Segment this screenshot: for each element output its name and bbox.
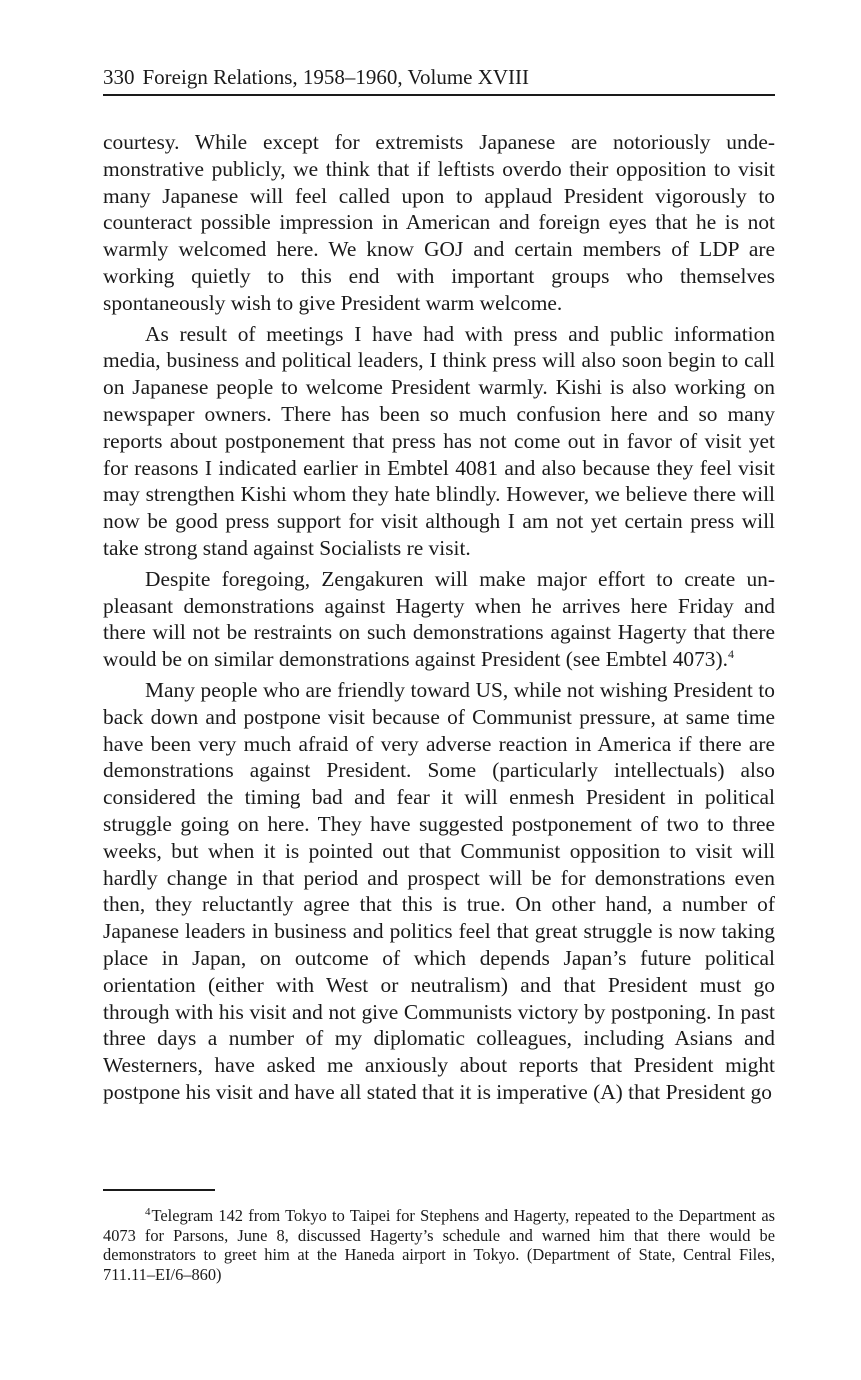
running-title: Foreign Relations, 1958–1960, Volume XVIII — [142, 65, 530, 89]
footnote-text: Telegram 142 from Tokyo to Taipei for Stephens and Hagerty, repeated to the Department as 4073 for Parsons, June 8, discussed Hagerty’s schedule and warned him that there would be demonstrators to greet him at the Haneda airport in Tokyo. (Department of State, Central Files, 711.11–EI/6–860) — [103, 1206, 775, 1284]
document-body — [103, 129, 775, 1106]
paragraph-1: courtesy. While except for extremists Japanese are notoriously undemonstrative publicly, we think that if leftists overdo their opposition to visit many Japanese will feel called upon to applaud President vigorously to counteract possible impression in American and foreign eyes that he is not warmly welcomed here. We know GOJ and certain members of LDP are working quietly to this end with important groups who themselves spontaneously wish to give President warm welcome. — [103, 130, 775, 315]
footnotes — [103, 1206, 775, 1284]
paragraph-4: Many people who are friendly toward US, while not wishing President to back down and postpone visit because of Communist pressure, at same time have been very much afraid of very adverse reaction in America if there are demonstrations against President. Some (particularly intellectuals) also considered the timing bad and fear it will enmesh President in political struggle going on here. They have suggested postponement of two to three weeks, but when it is pointed out that Communist opposition to visit will hardly change in that period and prospect will be for demonstrations even then, they reluctantly agree that this is true. On other hand, a number of Japanese leaders in business and politics feel that great struggle is now taking place in Japan, on outcome of which depends Japan’s future political orientation (either with West or neutralism) and that President must go through with his visit and not give Communists victory by postponing. In past three days a number of my diplomatic colleagues, including Asians and Westerners, have asked me anxiously about reports that President might postpone his visit and have all stated that it is imperative (A) that President go — [103, 677, 775, 1104]
footnote-divider — [103, 1189, 215, 1191]
paragraph-3-text: Despite foregoing, Zengakuren will make major effort to create unpleasant demonstrations against Hagerty when he arrives here Friday and there will not be restraints on such demonstrations against Hagerty that there would be on similar demonstrations against President (see Embtel 4073). — [103, 566, 775, 672]
footnote-4 — [103, 1206, 775, 1284]
running-head — [103, 62, 775, 96]
page — [103, 62, 775, 1110]
paragraph-2: As result of meetings I have had with press and public information media, business and political leaders, I think press will also soon begin to call on Japanese people to welcome President warmly. Kishi is also working on newspaper owners. There has been so much confusion here and so many reports about postponement that press has not come out in favor of visit yet for reasons I indicated earlier in Embtel 4081 and also because they feel visit may strengthen Kishi whom they hate blindly. However, we believe there will now be good press support for visit although I am not yet certain press will take strong stand against Socialists re visit. — [103, 321, 775, 560]
paragraph-3 — [103, 566, 775, 673]
footnote-reference-4[interactable]: 4 — [727, 647, 734, 662]
footnote-mark: 4 — [145, 1205, 151, 1218]
page-number: 330 — [103, 65, 135, 89]
